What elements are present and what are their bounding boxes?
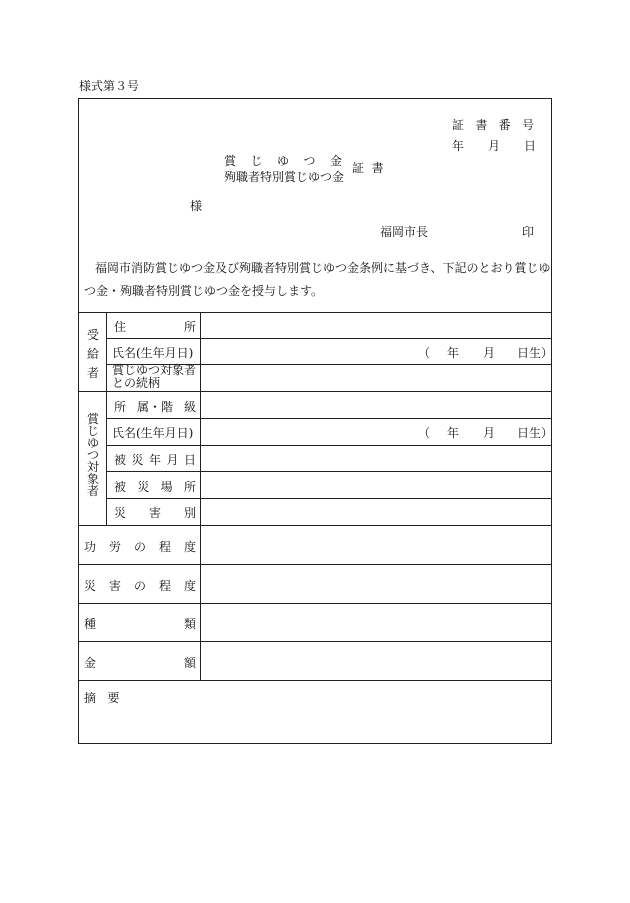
recipient-birth-year: 年 bbox=[447, 346, 460, 360]
type-label: 種 類 bbox=[84, 617, 196, 631]
recipient-group-label: 受 給 者 bbox=[86, 328, 99, 380]
remarks-label: 摘 要 bbox=[84, 691, 120, 705]
issue-year-label: 年 bbox=[452, 139, 465, 153]
frame-bottom bbox=[78, 743, 552, 744]
frame-right bbox=[551, 98, 552, 744]
subject-birth-year: 年 bbox=[447, 426, 460, 440]
row-line bbox=[106, 498, 552, 499]
recipient-suffix: 様 bbox=[190, 199, 203, 213]
cert-number-label: 証 書 番 号 bbox=[452, 118, 534, 132]
row-line bbox=[78, 525, 552, 526]
amount-label: 金 額 bbox=[84, 656, 196, 670]
recipient-birth-month: 月 bbox=[483, 346, 496, 360]
subject-birth-open: （ bbox=[418, 426, 431, 440]
body-text-line-1: 福岡市消防賞じゆつ金及び殉職者特別賞じゆつ金条例に基づき、下記のとおり賞じゆ bbox=[95, 261, 551, 275]
body-text-line-2: つ金・殉職者特別賞じゆつ金を授与します。 bbox=[84, 284, 324, 298]
issue-day-label: 日 bbox=[524, 139, 537, 153]
seal-mark: 印 bbox=[522, 225, 535, 239]
subject-name-label: 氏名(生年月日) bbox=[112, 426, 194, 440]
row-line bbox=[78, 564, 552, 565]
disaster-type-label: 災 害 別 bbox=[114, 506, 196, 520]
row-line bbox=[106, 338, 552, 339]
row-line bbox=[106, 445, 552, 446]
address-label: 住 所 bbox=[114, 320, 196, 334]
title-suffix: 証 書 bbox=[352, 161, 384, 175]
row-line bbox=[78, 680, 552, 681]
frame-left bbox=[78, 98, 79, 744]
merit-degree-label: 功 労 の 程 度 bbox=[84, 540, 196, 554]
subject-group-label: 賞 じ ゆ つ 対 象 者 bbox=[86, 412, 99, 498]
damage-degree-label: 災 害 の 程 度 bbox=[84, 579, 196, 593]
row-line bbox=[78, 312, 552, 313]
label-column-line bbox=[200, 312, 201, 680]
recipient-birth-day: 日生） bbox=[517, 346, 554, 360]
form-number: 様式第３号 bbox=[79, 79, 140, 93]
disaster-place-label: 被 災 場 所 bbox=[114, 480, 196, 494]
row-line bbox=[78, 641, 552, 642]
subject-birth-day: 日生） bbox=[517, 426, 554, 440]
frame-top bbox=[78, 98, 552, 99]
relation-label: 賞じゆつ対象者 との続柄 bbox=[112, 363, 197, 390]
subject-birth-month: 月 bbox=[483, 426, 496, 440]
issuer-name: 福岡市長 bbox=[380, 225, 429, 239]
row-line bbox=[78, 391, 552, 392]
disaster-date-label: 被 災 年 月 日 bbox=[114, 453, 196, 467]
row-line bbox=[106, 418, 552, 419]
recipient-name-label: 氏名(生年月日) bbox=[112, 346, 194, 360]
title-line-2: 殉職者特別賞じゆつ金 bbox=[224, 170, 345, 184]
title-line-1: 賞 じ ゆ つ 金 bbox=[224, 154, 342, 168]
recipient-birth-open: （ bbox=[418, 346, 431, 360]
affiliation-label: 所 属・階 級 bbox=[114, 400, 196, 414]
issue-month-label: 月 bbox=[488, 139, 501, 153]
group-column-line bbox=[106, 312, 107, 525]
row-line bbox=[106, 471, 552, 472]
row-line bbox=[78, 603, 552, 604]
